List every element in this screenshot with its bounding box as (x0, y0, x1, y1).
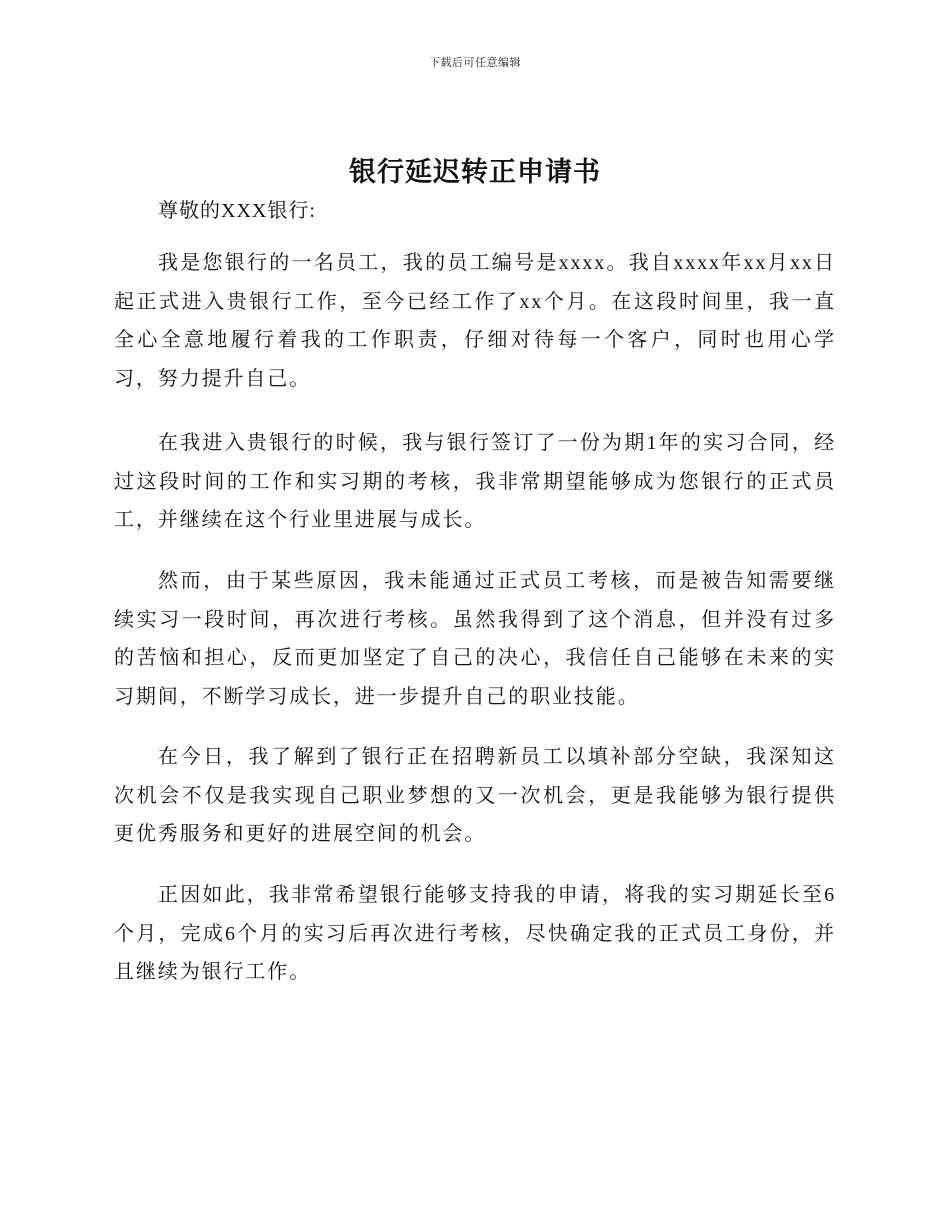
salutation: 尊敬的XXX银行: (158, 200, 316, 222)
body-paragraph: 在我进入贵银行的时候，我与银行签订了一份为期1年的实习合同，经过这段时间的工作和实习期的考核，我非常期望能够成为您银行的正式员工，并继续在这个行业里进展与成长。 (114, 432, 836, 531)
header-note: 下载后可任意编辑 (429, 57, 521, 69)
document-title: 银行延迟转正申请书 (349, 157, 601, 188)
body-paragraph: 正因如此，我非常希望银行能够支持我的申请，将我的实习期延长至6个月，完成6个月的实习后再次进行考核，尽快确定我的正式员工身份，并且继续为银行工作。 (114, 884, 836, 983)
body-paragraph: 然而，由于某些原因，我未能通过正式员工考核，而是被告知需要继续实习一段时间，再次进行考核。虽然我得到了这个消息，但并没有过多的苦恼和担心，反而更加坚定了自己的决心，我信任自己能够在未来的实习期间，不断学习成长，进一步提升自己的职业技能。 (114, 570, 836, 708)
body-paragraph: 我是您银行的一名员工，我的员工编号是xxxx。我自xxxx年xx月xx日起正式进入贵银行工作，至今已经工作了xx个月。在这段时间里，我一直全心全意地履行着我的工作职责，仔细对待每一个客户，同时也用心学习，努力提升自己。 (114, 252, 836, 390)
body-paragraph: 在今日，我了解到了银行正在招聘新员工以填补部分空缺，我深知这次机会不仅是我实现自己职业梦想的又一次机会，更是我能够为银行提供更优秀服务和更好的进展空间的机会。 (114, 746, 836, 845)
